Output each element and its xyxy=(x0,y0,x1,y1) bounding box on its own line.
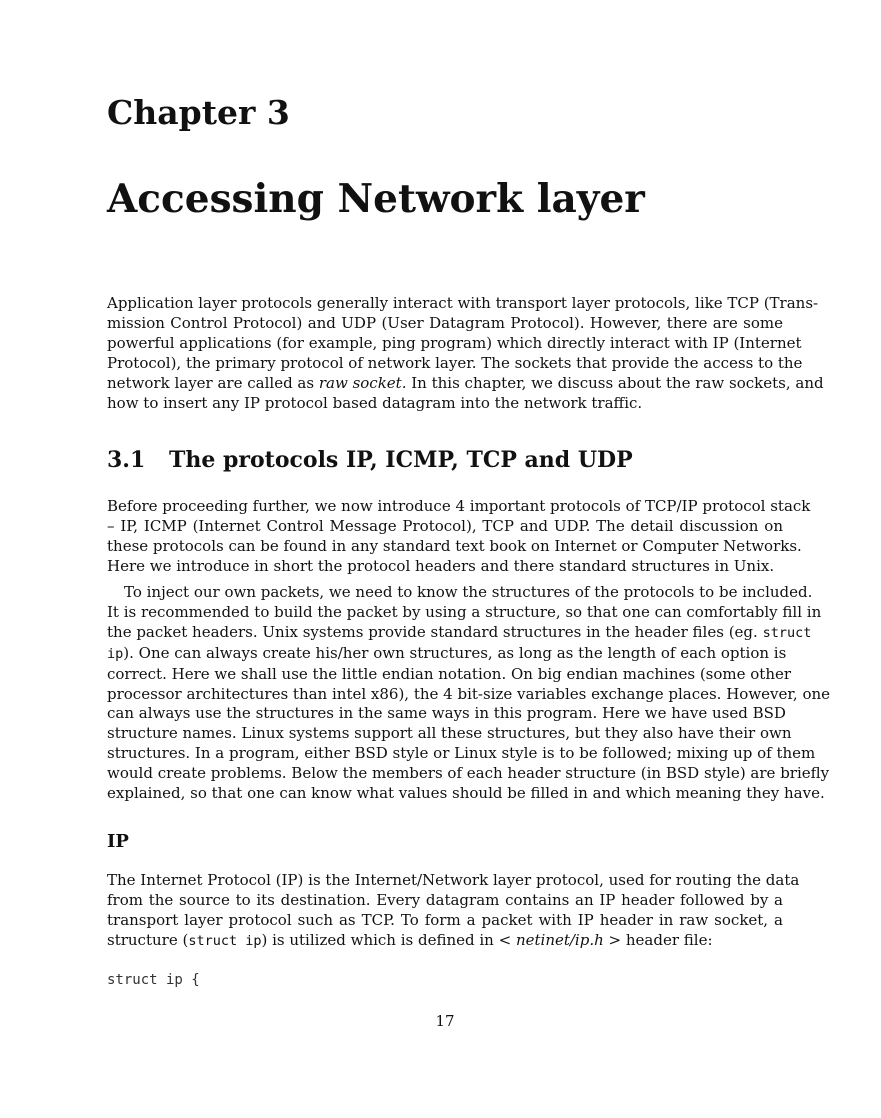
text-line: structure names. Linux systems support all these structures, but they also have their own xyxy=(107,724,792,743)
text-line: these protocols can be found in any standard text book on Internet or Computer Networks. xyxy=(107,536,802,555)
text-line: processor architectures than intel x86), the 4 bit-size variables exchange places. However, one xyxy=(107,684,831,703)
text-line: ip). One can always create his/her own structures, as long as the length of each option is xyxy=(107,643,787,662)
text-line: transport layer protocol such as TCP. To form a packet with IP header in raw socket, a xyxy=(107,910,783,929)
ip-paragraph xyxy=(107,871,800,952)
section-title: The protocols IP, ICMP, TCP and UDP xyxy=(169,447,633,473)
text-line: The Internet Protocol (IP) is the Internet/Network layer protocol, used for routing the data xyxy=(107,871,800,889)
text-line: Protocol), the primary protocol of network layer. The sockets that provide the access to the xyxy=(107,353,803,372)
text-line: It is recommended to build the packet by using a structure, so that one can comfortably fill in xyxy=(107,602,822,621)
text-line: To inject our own packets, we need to know the structures of the protocols to be included. xyxy=(124,583,813,601)
chapter-label: Chapter 3 xyxy=(107,93,290,132)
ip-heading: IP xyxy=(107,831,129,852)
text-line: structure (struct ip) is utilized which is defined in < netinet/ip.h > header file: xyxy=(107,930,713,949)
text-line: mission Control Protocol) and UDP (User Datagram Protocol). However, there are some xyxy=(107,313,783,332)
text-line: explained, so that one can know what values should be filled in and which meaning they have. xyxy=(107,784,825,803)
text-line: Here we introduce in short the protocol headers and there standard structures in Unix. xyxy=(107,556,775,575)
text-line: correct. Here we shall use the little endian notation. On big endian machines (some other xyxy=(107,664,792,683)
text-line: – IP, ICMP (Internet Control Message Protocol), TCP and UDP. The detail discussion on xyxy=(107,516,783,535)
text-line: powerful applications (for example, ping program) which directly interact with IP (Internet xyxy=(107,333,802,352)
section-paragraph-2 xyxy=(107,583,831,804)
text-line: network layer are called as raw socket. In this chapter, we discuss about the raw sockets, and xyxy=(107,373,824,392)
section-heading xyxy=(107,447,633,473)
text-line: structures. In a program, either BSD style or Linux style is to be followed; mixing up of them xyxy=(107,744,816,763)
text-line: from the source to its destination. Every datagram contains an IP header followed by a xyxy=(107,890,783,909)
section-number: 3.1 xyxy=(107,447,146,473)
text-line: would create problems. Below the members of each header structure (in BSD style) are briefly xyxy=(107,764,830,783)
chapter-title: Accessing Network layer xyxy=(107,176,645,222)
code-struct-ip: struct ip { xyxy=(107,972,200,988)
text-line: the packet headers. Unix systems provide standard structures in the header files (eg. struct xyxy=(107,622,812,641)
text-line: Application layer protocols generally interact with transport layer protocols, like TCP (Trans- xyxy=(107,294,819,312)
text-line: can always use the structures in the same ways in this program. Here we have used BSD xyxy=(107,704,786,723)
page-number: 17 xyxy=(435,1012,455,1030)
intro-paragraph xyxy=(107,294,824,413)
text-line: Before proceeding further, we now introduce 4 important protocols of TCP/IP protocol stack xyxy=(107,497,811,515)
text-line: how to insert any IP protocol based datagram into the network traffic. xyxy=(107,393,643,412)
section-paragraph-1 xyxy=(107,497,811,577)
